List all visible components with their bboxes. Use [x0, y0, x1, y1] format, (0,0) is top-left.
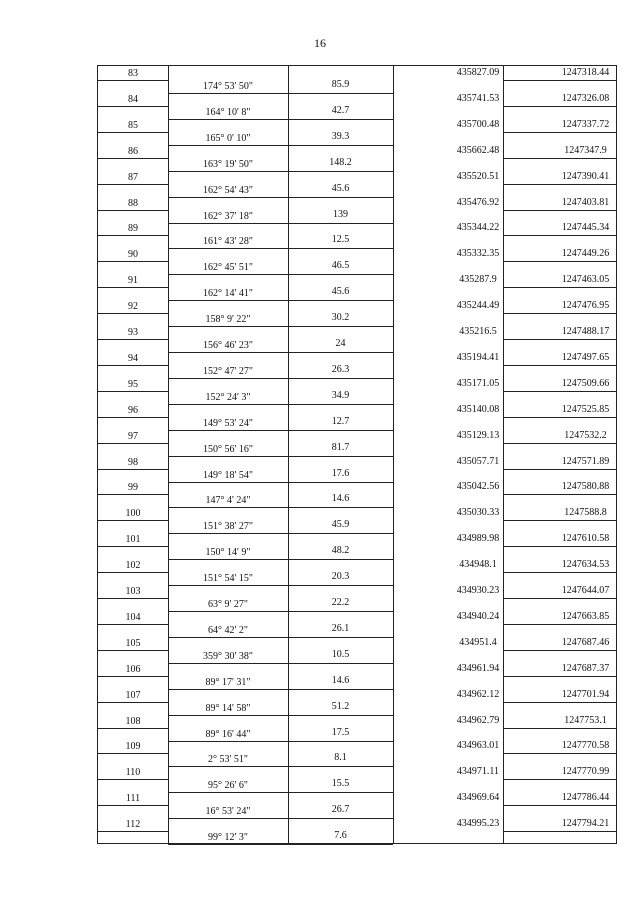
coordinate-y: 1247449.26 — [561, 248, 610, 260]
segment-angle: 162° 45' 51" — [203, 262, 253, 274]
row-divider — [98, 572, 168, 573]
point-number: 83 — [128, 68, 138, 79]
point-number: 91 — [128, 275, 138, 287]
segment-length: 12.5 — [331, 234, 350, 246]
point-number: 98 — [128, 456, 138, 468]
segment-length: 24 — [335, 338, 346, 349]
segment-angle: 95° 26' 6" — [208, 780, 248, 792]
row-divider — [168, 223, 393, 224]
row-divider — [168, 145, 393, 146]
row-divider — [503, 287, 616, 288]
coordinate-x: 435476.92 — [456, 196, 500, 208]
segment-length: 45.6 — [331, 182, 350, 194]
segment-angle: 156° 46' 23" — [203, 340, 253, 351]
row-divider — [168, 352, 393, 353]
row-divider — [98, 80, 168, 81]
row-divider — [168, 689, 393, 690]
coordinate-y: 1247687.46 — [561, 636, 610, 648]
row-divider — [168, 637, 393, 638]
point-number: 99 — [128, 482, 138, 494]
coordinate-x: 434971.11 — [456, 766, 500, 778]
coordinate-x: 434962.79 — [456, 714, 500, 726]
row-divider — [98, 546, 168, 547]
coordinate-y: 1247634.53 — [561, 559, 610, 571]
segment-angle: 16° 53' 24" — [205, 806, 251, 818]
segment-angle: 152° 47' 27" — [203, 365, 253, 377]
coordinate-x: 434995.23 — [456, 818, 500, 830]
row-divider — [98, 210, 168, 211]
row-divider — [168, 585, 393, 586]
segment-angle: 152° 24' 3" — [205, 391, 251, 403]
row-divider — [503, 702, 616, 703]
coordinate-x: 434948.1 — [459, 559, 497, 571]
coordinate-x: 435662.48 — [456, 144, 500, 156]
row-divider — [168, 119, 393, 120]
coordinate-x: 435287.9 — [459, 274, 497, 286]
segment-angle: 99° 12' 3" — [208, 832, 248, 844]
point-number: 102 — [125, 560, 141, 572]
coordinate-x: 435741.53 — [456, 92, 500, 104]
row-divider — [98, 494, 168, 495]
row-divider — [503, 184, 616, 185]
segment-angle: 64° 42' 2" — [208, 624, 248, 636]
point-number: 92 — [128, 301, 138, 313]
segment-length: 85.9 — [331, 79, 350, 90]
segment-length: 12.7 — [331, 415, 350, 427]
row-divider — [98, 365, 168, 366]
coordinate-y: 1247770.58 — [561, 740, 610, 752]
point-number: 106 — [125, 663, 141, 675]
coordinate-x: 435140.08 — [456, 403, 500, 415]
coordinate-x: 435332.35 — [456, 248, 500, 260]
coordinate-x: 435244.49 — [456, 300, 500, 312]
segment-angle: 359° 30' 38" — [203, 650, 253, 662]
row-divider — [98, 728, 168, 729]
row-divider — [503, 365, 616, 366]
row-divider — [168, 715, 393, 716]
segment-length: 45.6 — [331, 286, 350, 298]
segment-angle: 89° 14' 58" — [205, 702, 251, 714]
row-divider — [98, 261, 168, 262]
coordinate-x: 435700.48 — [456, 118, 500, 130]
coordinate-y: 1247476.95 — [561, 300, 610, 312]
coordinate-y: 1247497.65 — [561, 351, 610, 363]
coordinate-x: 434989.98 — [456, 533, 500, 545]
row-divider — [98, 132, 168, 133]
row-divider — [503, 779, 616, 780]
point-number: 105 — [125, 637, 141, 649]
row-divider — [503, 520, 616, 521]
row-divider — [168, 792, 393, 793]
row-divider — [168, 248, 393, 249]
coordinate-y: 1247701.94 — [561, 688, 610, 700]
coordinate-y: 1247326.08 — [561, 92, 610, 104]
point-number: 101 — [125, 534, 141, 546]
coordinate-x: 435520.51 — [456, 170, 500, 182]
row-divider — [503, 417, 616, 418]
coordinate-x: 435129.13 — [456, 429, 500, 441]
segment-length: 46.5 — [331, 260, 350, 272]
row-divider — [168, 378, 393, 379]
row-divider — [503, 469, 616, 470]
segment-angle: 151° 54' 15" — [203, 573, 253, 585]
segment-angle: 162° 37' 18" — [203, 210, 253, 222]
segment-length: 139 — [333, 208, 348, 220]
coordinate-x: 434930.23 — [456, 585, 500, 596]
row-divider — [168, 844, 393, 845]
point-number: 108 — [125, 715, 141, 727]
coordinate-x: 435042.56 — [456, 481, 500, 493]
coordinate-y: 1247318.44 — [561, 67, 610, 78]
coordinate-x: 435030.33 — [456, 507, 500, 519]
row-divider — [168, 482, 393, 483]
row-divider — [503, 805, 616, 806]
row-divider — [503, 494, 616, 495]
coordinate-x: 434969.64 — [456, 792, 500, 804]
row-divider — [503, 210, 616, 211]
page-number: 16 — [314, 36, 326, 50]
coordinate-x: 434961.94 — [456, 662, 500, 674]
segment-length: 42.7 — [331, 104, 350, 116]
coordinate-x: 435216.5 — [459, 326, 497, 337]
coordinate-x: 435827.09 — [456, 67, 500, 78]
row-divider — [98, 158, 168, 159]
row-divider — [98, 676, 168, 677]
point-number: 88 — [128, 197, 138, 209]
coordinates-table — [97, 65, 617, 844]
segment-length: 17.6 — [331, 467, 350, 479]
row-divider — [503, 80, 616, 81]
point-number: 85 — [128, 119, 138, 131]
coordinate-y: 1247347.9 — [564, 144, 607, 156]
row-divider — [503, 572, 616, 573]
point-number: 97 — [128, 430, 138, 442]
segment-length: 26.1 — [331, 622, 350, 634]
coordinate-x: 434940.24 — [456, 610, 500, 622]
coordinate-y: 1247794.21 — [561, 818, 610, 830]
segment-length: 8.1 — [334, 752, 347, 764]
row-divider — [168, 663, 393, 664]
row-divider — [503, 339, 616, 340]
segment-angle: 89° 16' 44" — [205, 728, 251, 740]
coordinate-x: 435194.41 — [456, 351, 500, 363]
row-divider — [503, 650, 616, 651]
segment-angle: 150° 56' 16" — [203, 443, 253, 455]
segment-length: 15.5 — [331, 778, 350, 790]
row-divider — [98, 753, 168, 754]
point-number: 96 — [128, 404, 138, 416]
row-divider — [98, 417, 168, 418]
point-number: 90 — [128, 249, 138, 261]
coordinate-x: 435171.05 — [456, 377, 500, 389]
coordinate-y: 1247580.88 — [561, 481, 610, 493]
segment-length: 45.9 — [331, 519, 350, 531]
row-divider — [503, 598, 616, 599]
segment-angle: 165° 0' 10" — [205, 132, 251, 144]
point-number: 103 — [125, 586, 141, 597]
segment-length: 39.3 — [331, 130, 350, 142]
row-divider — [168, 93, 393, 94]
coordinate-y: 1247488.17 — [561, 326, 610, 337]
segment-angle: 149° 18' 54" — [203, 469, 253, 481]
segment-angle: 161° 43' 28" — [203, 236, 253, 248]
row-divider — [168, 171, 393, 172]
point-number: 94 — [128, 352, 138, 364]
row-divider — [503, 261, 616, 262]
segment-length: 34.9 — [331, 389, 350, 401]
row-divider — [98, 520, 168, 521]
row-divider — [168, 300, 393, 301]
coordinate-y: 1247588.8 — [564, 507, 607, 519]
coordinate-y: 1247753.1 — [564, 714, 607, 726]
point-number: 100 — [125, 508, 141, 520]
point-number: 87 — [128, 171, 138, 183]
coordinate-x: 435057.71 — [456, 455, 500, 467]
segment-angle: 174° 53' 50" — [203, 81, 253, 92]
segment-length: 22.2 — [331, 597, 350, 608]
point-number: 86 — [128, 145, 138, 157]
coordinate-y: 1247687.37 — [561, 662, 610, 674]
segment-angle: 2° 53' 51" — [208, 754, 248, 766]
point-number: 84 — [128, 93, 138, 105]
segment-length: 26.7 — [331, 804, 350, 816]
row-divider — [168, 611, 393, 612]
row-divider — [98, 235, 168, 236]
row-divider — [168, 533, 393, 534]
row-divider — [168, 766, 393, 767]
segment-length: 148.2 — [329, 156, 352, 168]
row-divider — [503, 106, 616, 107]
row-divider — [168, 197, 393, 198]
point-number: 95 — [128, 378, 138, 390]
row-divider — [168, 507, 393, 508]
segment-length: 48.2 — [331, 545, 350, 557]
segment-length: 10.5 — [331, 648, 350, 660]
point-number: 89 — [128, 223, 138, 235]
row-divider — [503, 624, 616, 625]
row-divider — [503, 235, 616, 236]
row-divider — [98, 184, 168, 185]
segment-angle: 150° 14' 9" — [205, 547, 251, 559]
coordinate-x: 434962.12 — [456, 688, 500, 700]
coordinate-x: 435344.22 — [456, 222, 500, 234]
row-divider — [98, 469, 168, 470]
coordinate-y: 1247445.34 — [561, 222, 610, 234]
row-divider — [98, 702, 168, 703]
coordinate-y: 1247403.81 — [561, 196, 610, 208]
point-number: 111 — [125, 793, 141, 805]
row-divider — [503, 158, 616, 159]
coordinate-y: 1247571.89 — [561, 455, 610, 467]
segment-angle: 162° 54' 43" — [203, 184, 253, 196]
coordinate-y: 1247786.44 — [561, 792, 610, 804]
row-divider — [503, 728, 616, 729]
row-divider — [168, 274, 393, 275]
row-divider — [98, 391, 168, 392]
point-number: 104 — [125, 611, 141, 623]
point-number: 110 — [125, 767, 141, 779]
point-number: 93 — [128, 327, 138, 338]
segment-angle: 158° 9' 22" — [205, 314, 251, 326]
segment-angle: 151° 38' 27" — [203, 521, 253, 533]
segment-length: 81.7 — [331, 441, 350, 453]
row-divider — [503, 831, 616, 832]
coordinate-x: 434963.01 — [456, 740, 500, 752]
column-divider — [393, 66, 394, 843]
segment-angle: 162° 14' 41" — [203, 288, 253, 300]
row-divider — [503, 546, 616, 547]
row-divider — [168, 559, 393, 560]
row-divider — [503, 676, 616, 677]
coordinate-y: 1247610.58 — [561, 533, 610, 545]
row-divider — [98, 598, 168, 599]
row-divider — [168, 818, 393, 819]
row-divider — [98, 339, 168, 340]
row-divider — [168, 326, 393, 327]
segment-length: 14.6 — [331, 674, 350, 686]
coordinate-y: 1247463.05 — [561, 274, 610, 286]
segment-length: 14.6 — [331, 493, 350, 505]
segment-length: 20.3 — [331, 571, 350, 583]
segment-angle: 163° 19' 50" — [203, 158, 253, 170]
row-divider — [168, 456, 393, 457]
segment-angle: 149° 53' 24" — [203, 417, 253, 429]
segment-length: 51.2 — [331, 700, 350, 712]
point-number: 109 — [125, 741, 141, 753]
row-divider — [503, 313, 616, 314]
row-divider — [98, 779, 168, 780]
coordinate-y: 1247663.85 — [561, 610, 610, 622]
segment-length: 7.6 — [334, 830, 347, 842]
point-number: 112 — [125, 819, 141, 831]
coordinate-y: 1247644.07 — [561, 585, 610, 596]
row-divider — [98, 650, 168, 651]
row-divider — [98, 624, 168, 625]
coordinate-y: 1247525.85 — [561, 403, 610, 415]
coordinate-y: 1247390.41 — [561, 170, 610, 182]
point-number: 107 — [125, 689, 141, 701]
row-divider — [98, 805, 168, 806]
coordinate-y: 1247770.99 — [561, 766, 610, 778]
row-divider — [503, 132, 616, 133]
row-divider — [168, 404, 393, 405]
segment-length: 17.5 — [331, 726, 350, 738]
row-divider — [98, 831, 168, 832]
row-divider — [168, 741, 393, 742]
row-divider — [98, 106, 168, 107]
coordinate-y: 1247532.2 — [564, 429, 607, 441]
row-divider — [503, 391, 616, 392]
coordinate-y: 1247509.66 — [561, 377, 610, 389]
row-divider — [98, 287, 168, 288]
segment-length: 30.2 — [331, 312, 350, 324]
row-divider — [503, 753, 616, 754]
row-divider — [98, 313, 168, 314]
row-divider — [98, 443, 168, 444]
row-divider — [168, 430, 393, 431]
segment-length: 26.3 — [331, 363, 350, 375]
segment-angle: 147° 4' 24" — [205, 495, 251, 507]
coordinate-x: 434951.4 — [459, 636, 497, 648]
row-divider — [503, 443, 616, 444]
segment-angle: 89° 17' 31" — [205, 676, 251, 688]
coordinate-y: 1247337.72 — [561, 118, 610, 130]
segment-angle: 63° 9' 27" — [208, 599, 248, 610]
segment-angle: 164° 10' 8" — [205, 106, 251, 118]
